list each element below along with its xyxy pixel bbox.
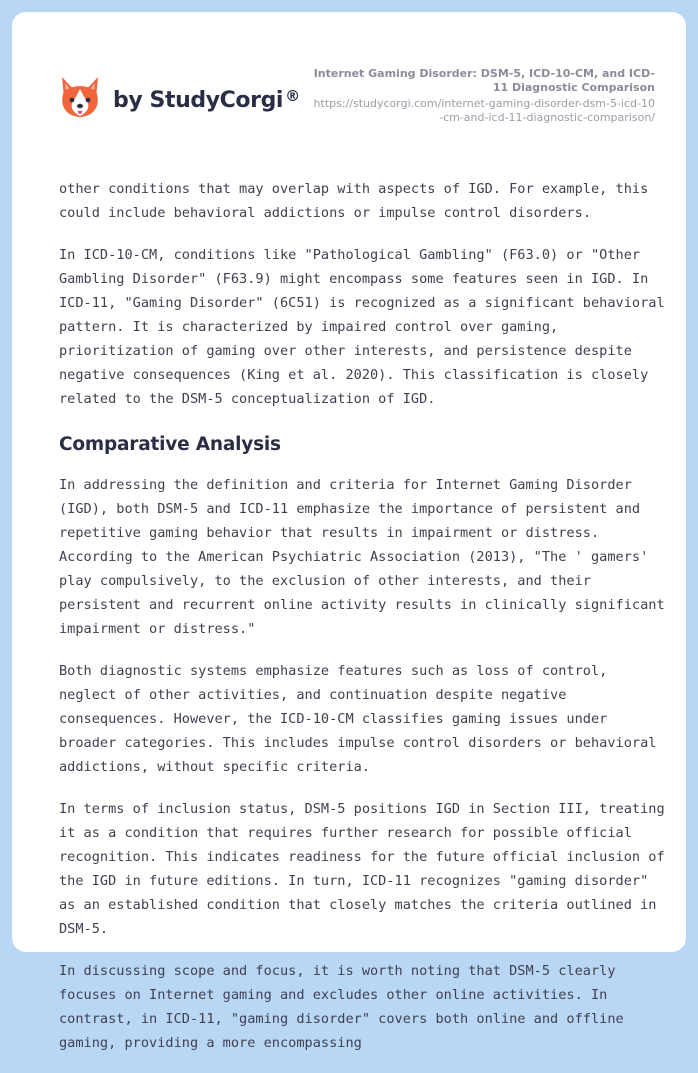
paragraph: other conditions that may overlap with aspects of IGD. For example, this could include behavioral addictions or impulse control disorders. <box>59 181 649 221</box>
paragraph: In ICD-10-CM, conditions like "Pathological Gambling" (F63.0) or "Other Gambling Disorder" (F63.9) might encompass some features seen in IGD. In ICD-11, "Gaming Disorder" (6C51) is recognized as a significant behavioral pattern. It is characterized by impaired control over gaming, prioritization of gaming over other interests, and persistence despite negative consequences (King et al. 2020). This classification is closely related to the DSM-5 conceptualization of IGD. <box>59 247 665 407</box>
paragraph: In addressing the definition and criteria for Internet Gaming Disorder (IGD), both DSM-5 and ICD-11 emphasize the importance of persistent and repetitive gaming behavior that results in impairment or distress. According to the American Psychiatric Association (2013), "The ' gamers' play compulsively, to the exclusion of other interests, and their persistent and recurrent online activity results in clinically significant impairment or distress." <box>59 477 665 637</box>
brand-name <box>113 88 300 113</box>
document-title: Internet Gaming Disorder: DSM-5, ICD-10-CM, and ICD-11 Diagnostic Comparison <box>313 67 655 94</box>
paragraph: Both diagnostic systems emphasize features such as loss of control, neglect of other activities, and continuation despite negative consequences. However, the ICD-10-CM classifies gaming issues under broader categories. This includes impulse control disorders or behavioral addictions, without specific criteria. <box>59 663 657 775</box>
registered-mark: ® <box>285 86 300 105</box>
studycorgi-logo[interactable] <box>59 75 300 119</box>
document-meta <box>310 67 655 125</box>
paragraph: In terms of inclusion status, DSM-5 positions IGD in Section III, treating it as a condition that requires further research for possible official recognition. This indicates readiness for the future official inclusion of the IGD in future editions. In turn, ICD-11 recognizes "gaming disorder" as an established condition that closely matches the criteria outlined in DSM-5. <box>59 801 665 937</box>
document-url-link[interactable]: https://studycorgi.com/internet-gaming-disorder-dsm-5-icd-10-cm-and-icd-11-diagnostic-comparison/ <box>313 97 655 124</box>
paragraph: In discussing scope and focus, it is worth noting that DSM-5 clearly focuses on Internet gaming and excludes other online activities. In contrast, in ICD-11, "gaming disorder" covers both online and offline gaming, providing a more encompassing <box>59 963 624 1051</box>
article-body <box>59 177 669 1073</box>
brand-text: by StudyCorgi <box>113 87 284 113</box>
section-heading: Comparative Analysis <box>59 434 281 455</box>
corgi-logo-icon <box>59 75 101 119</box>
document-page <box>12 12 686 1051</box>
